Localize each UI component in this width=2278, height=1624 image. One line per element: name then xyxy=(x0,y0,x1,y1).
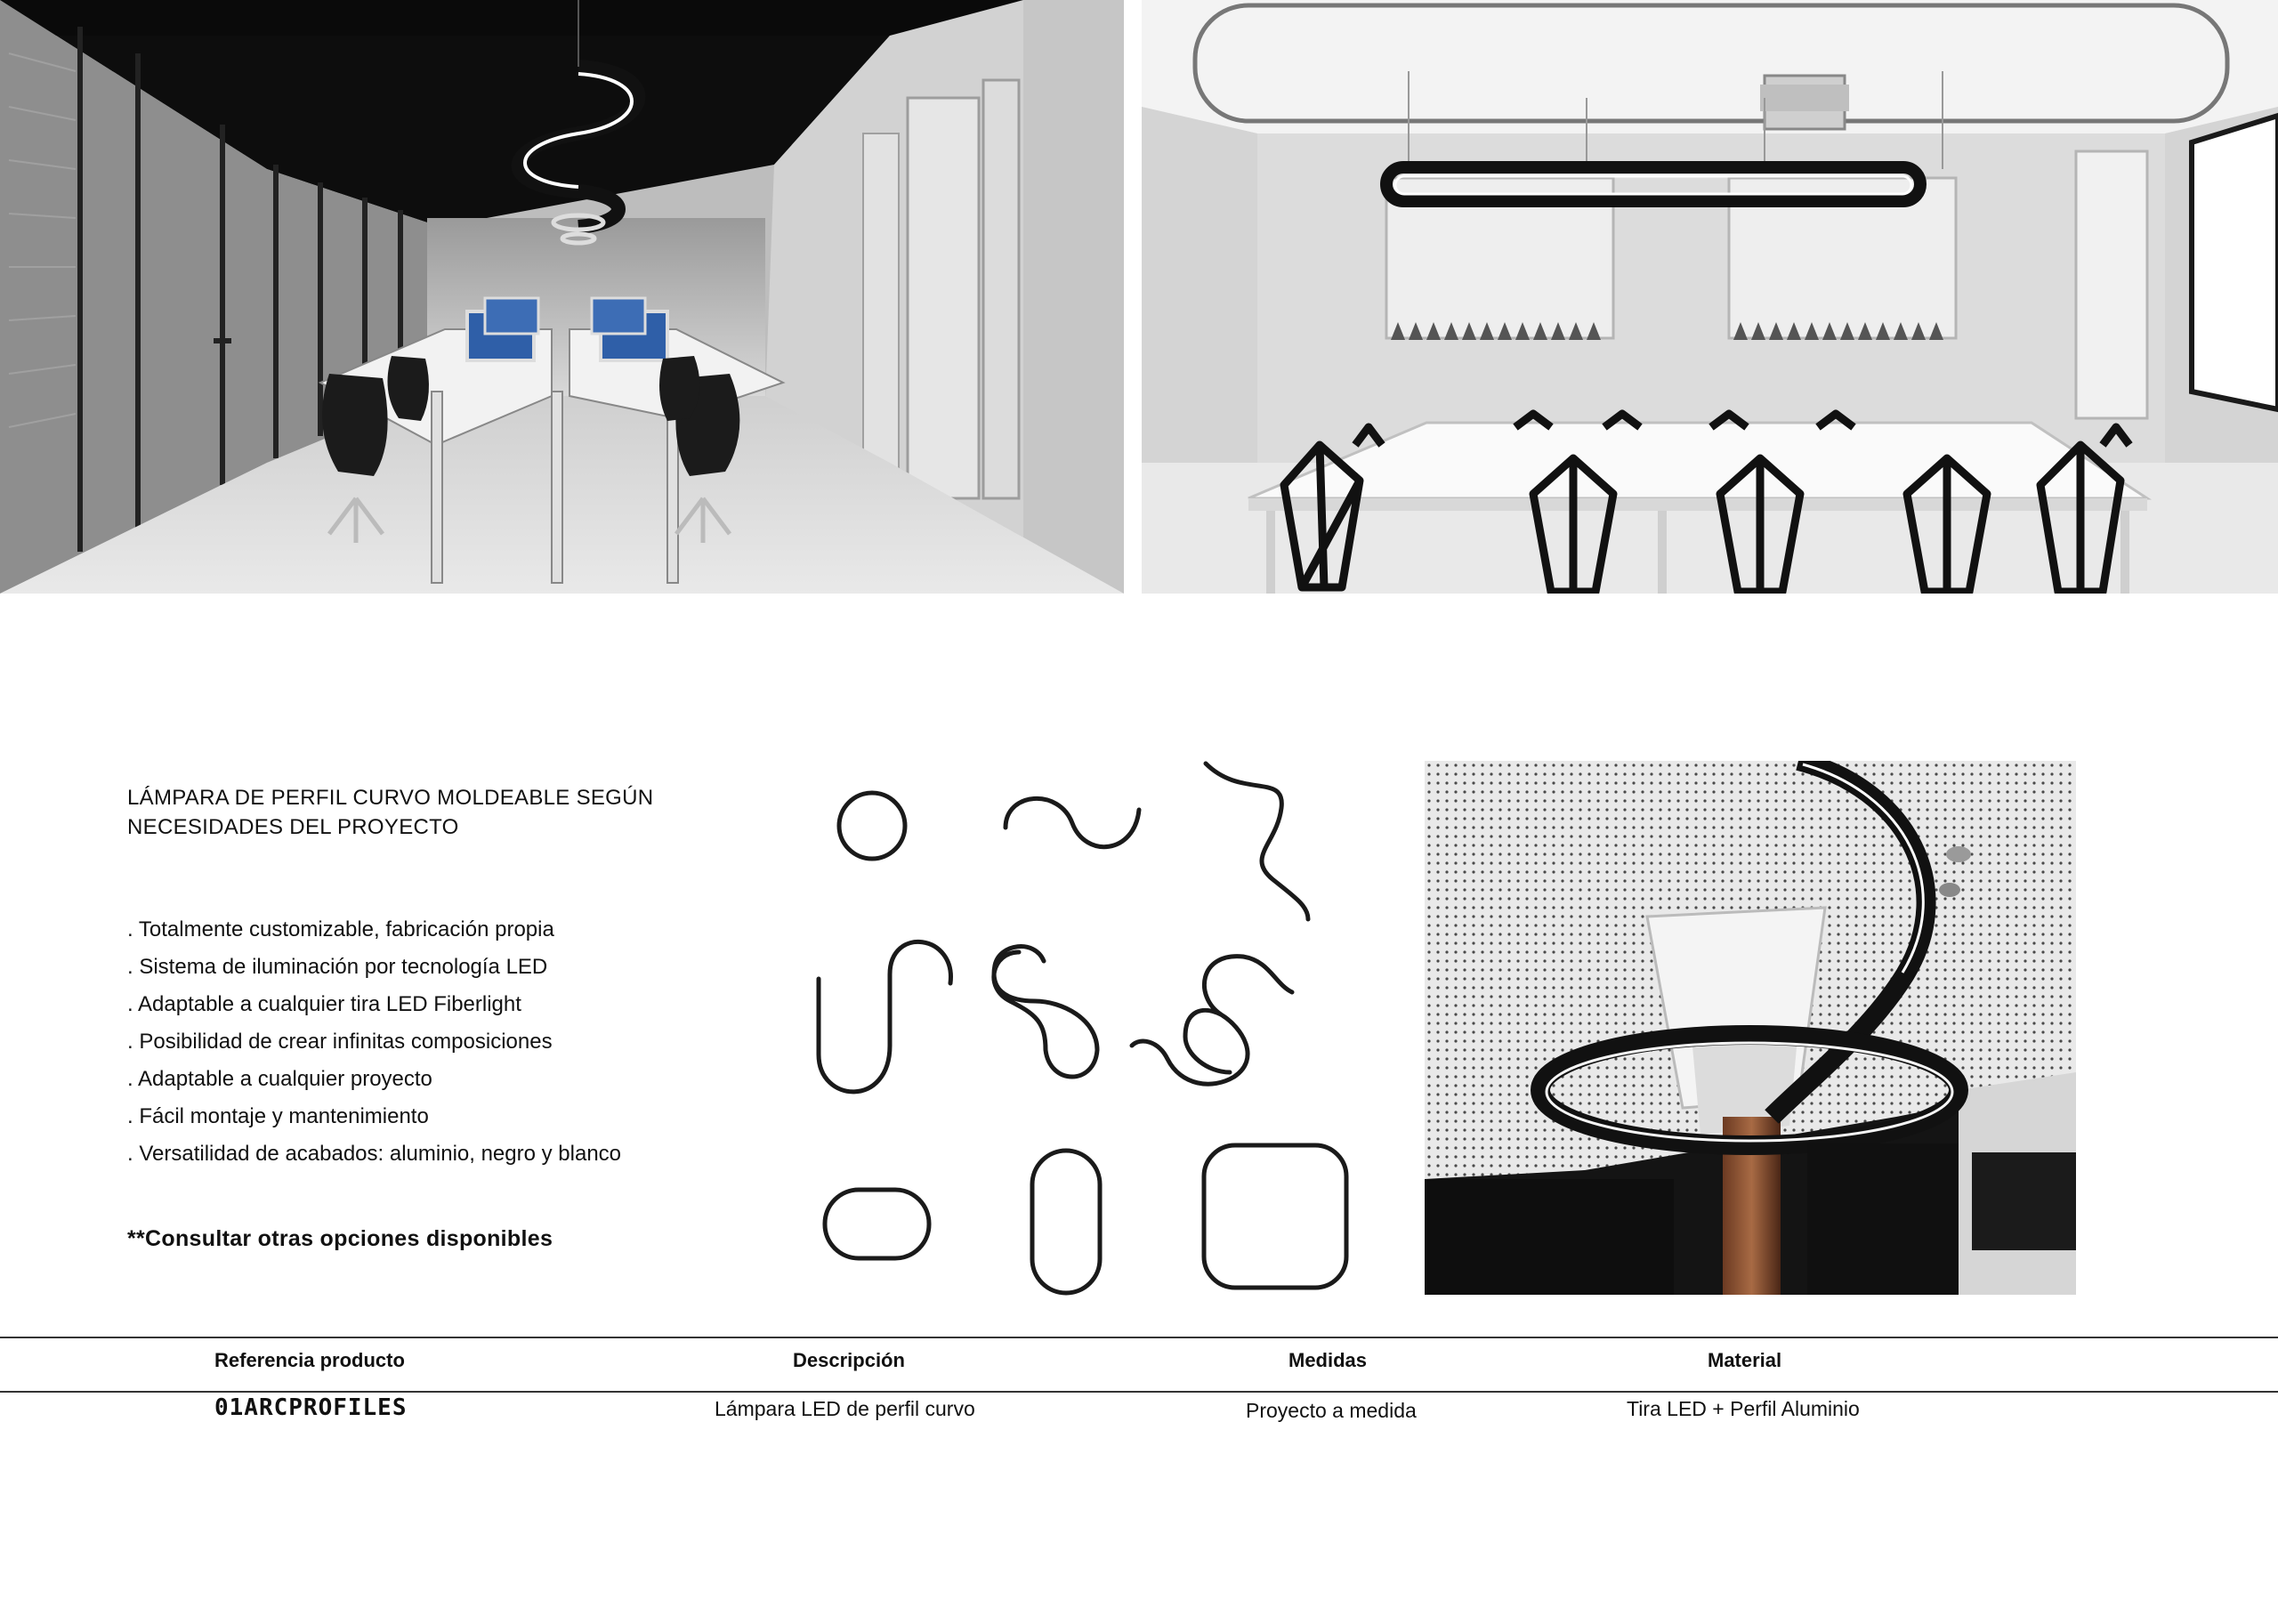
cell-reference: 01ARCPROFILES xyxy=(214,1394,408,1421)
product-description xyxy=(127,783,804,842)
ceiling-lamp-photo xyxy=(1425,761,2076,1295)
cell-material: Tira LED + Perfil Aluminio xyxy=(1627,1397,1860,1420)
header-reference: Referencia producto xyxy=(214,1349,405,1371)
cell-dimensions: Proyecto a medida xyxy=(1246,1399,1417,1422)
profile-shapes-grid xyxy=(801,747,1379,1308)
feature-item: . Adaptable a cualquier proyecto xyxy=(127,1067,432,1091)
table-header-rule xyxy=(0,1391,2278,1393)
rounded-square-shape xyxy=(1204,1145,1346,1288)
double-loop-shape xyxy=(994,947,1097,1077)
stadium-vertical-shape xyxy=(1032,1151,1100,1293)
product-title: LÁMPARA DE PERFIL CURVO MOLDEABLE SEGÚN NECESIDADES DEL PROYECTO xyxy=(127,786,654,839)
feature-item: . Versatilidad de acabados: aluminio, negro y blanco xyxy=(127,1142,622,1166)
feature-item: . Posibilidad de crear infinitas composiciones xyxy=(127,1030,553,1054)
wave-shape xyxy=(1206,764,1308,919)
feature-item: . Fácil montaje y mantenimiento xyxy=(127,1104,429,1128)
feature-item: . Adaptable a cualquier tira LED Fiberlight xyxy=(127,992,521,1016)
header-dimensions: Medidas xyxy=(1288,1349,1368,1371)
meeting-room-render-image xyxy=(1142,0,2278,594)
circle-shape xyxy=(839,793,905,859)
s-curve-shape xyxy=(1006,798,1139,846)
cell-description: Lámpara LED de perfil curvo xyxy=(715,1397,975,1420)
feature-item: . Totalmente customizable, fabricación propia xyxy=(127,917,554,941)
feature-list xyxy=(127,911,621,1173)
header-material: Material xyxy=(1708,1349,1782,1371)
hook-shape xyxy=(819,941,950,1091)
header-description: Descripción xyxy=(793,1349,905,1371)
table-top-rule xyxy=(0,1337,2278,1338)
office-render-image xyxy=(0,0,1124,594)
spiral-shape xyxy=(1132,957,1292,1085)
stadium-horizontal-shape xyxy=(825,1190,929,1258)
feature-item: . Sistema de iluminación por tecnología LED xyxy=(127,955,548,979)
options-note: **Consultar otras opciones disponibles xyxy=(127,1226,553,1251)
